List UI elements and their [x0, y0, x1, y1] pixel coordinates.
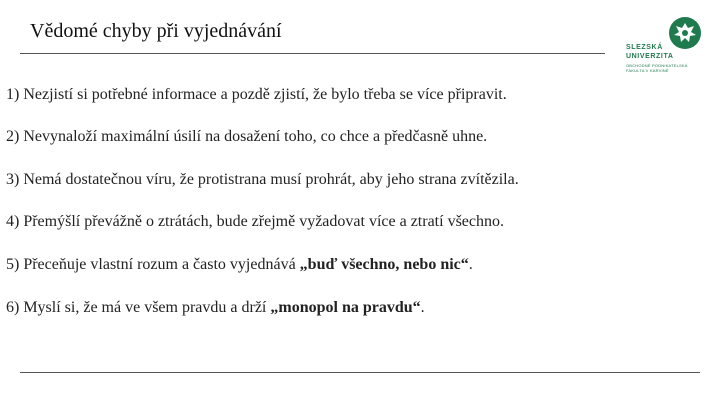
logo-subtext-line2: FAKULTA V KARVINÉ — [626, 68, 669, 73]
footer-divider — [20, 372, 700, 373]
list-item-emphasis: „buď všechno, nebo nic“ — [299, 256, 469, 273]
list-item — [6, 86, 507, 104]
list-item — [6, 213, 504, 231]
list-item-text: 2) Nevynaloží maximální úsilí na dosažení toho, co chce a předčasně uhne. — [6, 128, 488, 145]
list-item — [6, 171, 519, 189]
list-item-text-end: . — [420, 299, 425, 316]
list-item-text: 5) Přeceňuje vlastní rozum a často vyjednává — [6, 256, 300, 273]
list-item — [6, 256, 473, 274]
slide-title: Vědomé chyby při vyjednávání — [30, 20, 282, 42]
list-item — [6, 299, 425, 317]
list-item-text: 1) Nezjistí si potřebné informace a pozdě zjistí, že bylo třeba se více připravit. — [6, 86, 507, 103]
list-item-text: 4) Přemýšlí převážně o ztrátách, bude zřejmě vyžadovat více a ztratí všechno. — [6, 213, 504, 230]
list-item — [6, 128, 487, 146]
list-item-text: 6) Myslí si, že má ve všem pravdu a drží — [6, 299, 271, 316]
title-divider — [20, 53, 605, 54]
university-emblem-icon — [668, 16, 702, 50]
list-item-text: 3) Nemá dostatečnou víru, že protistrana musí prohrát, aby jeho strana zvítězila. — [6, 171, 519, 188]
logo-subtext-line1: OBCHODNĚ PODNIKATELSKÁ — [626, 63, 688, 68]
logo-text-line2: UNIVERZITA — [626, 53, 674, 60]
list-item-emphasis: „monopol na pravdu“ — [270, 299, 421, 316]
logo-text-line1: SLEZSKÁ — [626, 44, 663, 51]
university-logo — [624, 16, 706, 73]
list-item-text-end: . — [468, 256, 473, 273]
